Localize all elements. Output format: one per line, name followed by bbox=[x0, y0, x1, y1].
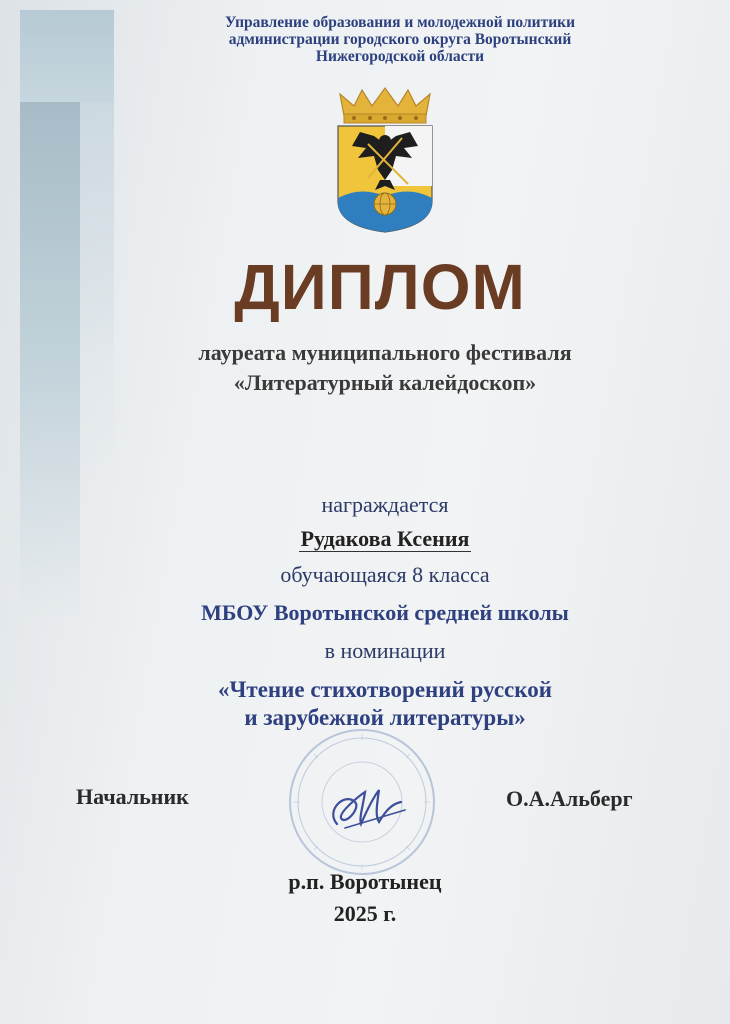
recipient-name bbox=[120, 526, 650, 552]
recipient-grade: обучающаяся 8 класса bbox=[280, 562, 490, 587]
decorative-stripe-left bbox=[20, 102, 80, 622]
recipient-name-text: Рудакова Ксения bbox=[300, 526, 470, 551]
subtitle-line-1: лауреата муниципального фестиваля bbox=[198, 340, 572, 365]
place: р.п. Воротынец bbox=[288, 869, 442, 894]
crown-icon bbox=[340, 88, 430, 123]
awarded-label: награждается bbox=[321, 492, 449, 517]
place-and-date bbox=[220, 866, 510, 930]
nomination-label: в номинации bbox=[324, 638, 446, 663]
diploma-title: ДИПЛОМ bbox=[234, 251, 526, 323]
nomination-title-line-1: «Чтение стихотворений русской bbox=[218, 677, 552, 702]
nomination-title-line-2: и зарубежной литературы» bbox=[244, 705, 526, 730]
issuer-line-3: Нижегородской области bbox=[315, 48, 485, 65]
signatory-position: Начальник bbox=[76, 784, 189, 809]
issuer-header bbox=[150, 14, 650, 65]
year: 2025 г. bbox=[333, 901, 397, 926]
recipient-school: МБОУ Воротынской средней школы bbox=[201, 600, 569, 625]
globe-icon bbox=[374, 193, 396, 215]
subtitle-line-2: «Литературный калейдоскоп» bbox=[233, 370, 537, 395]
nomination-title bbox=[120, 676, 650, 732]
subtitle bbox=[120, 338, 650, 398]
handwritten-signature-icon bbox=[315, 780, 415, 840]
decorative-stripe-top bbox=[20, 10, 114, 102]
issuer-line-2: администрации городского округа Воротынский bbox=[228, 31, 572, 48]
decorative-stripe-fade bbox=[80, 102, 114, 482]
signatory-name: О.А.Альберг bbox=[506, 786, 633, 811]
coat-of-arms-icon bbox=[330, 86, 440, 234]
issuer-line-1: Управление образования и молодежной политики bbox=[224, 14, 576, 31]
